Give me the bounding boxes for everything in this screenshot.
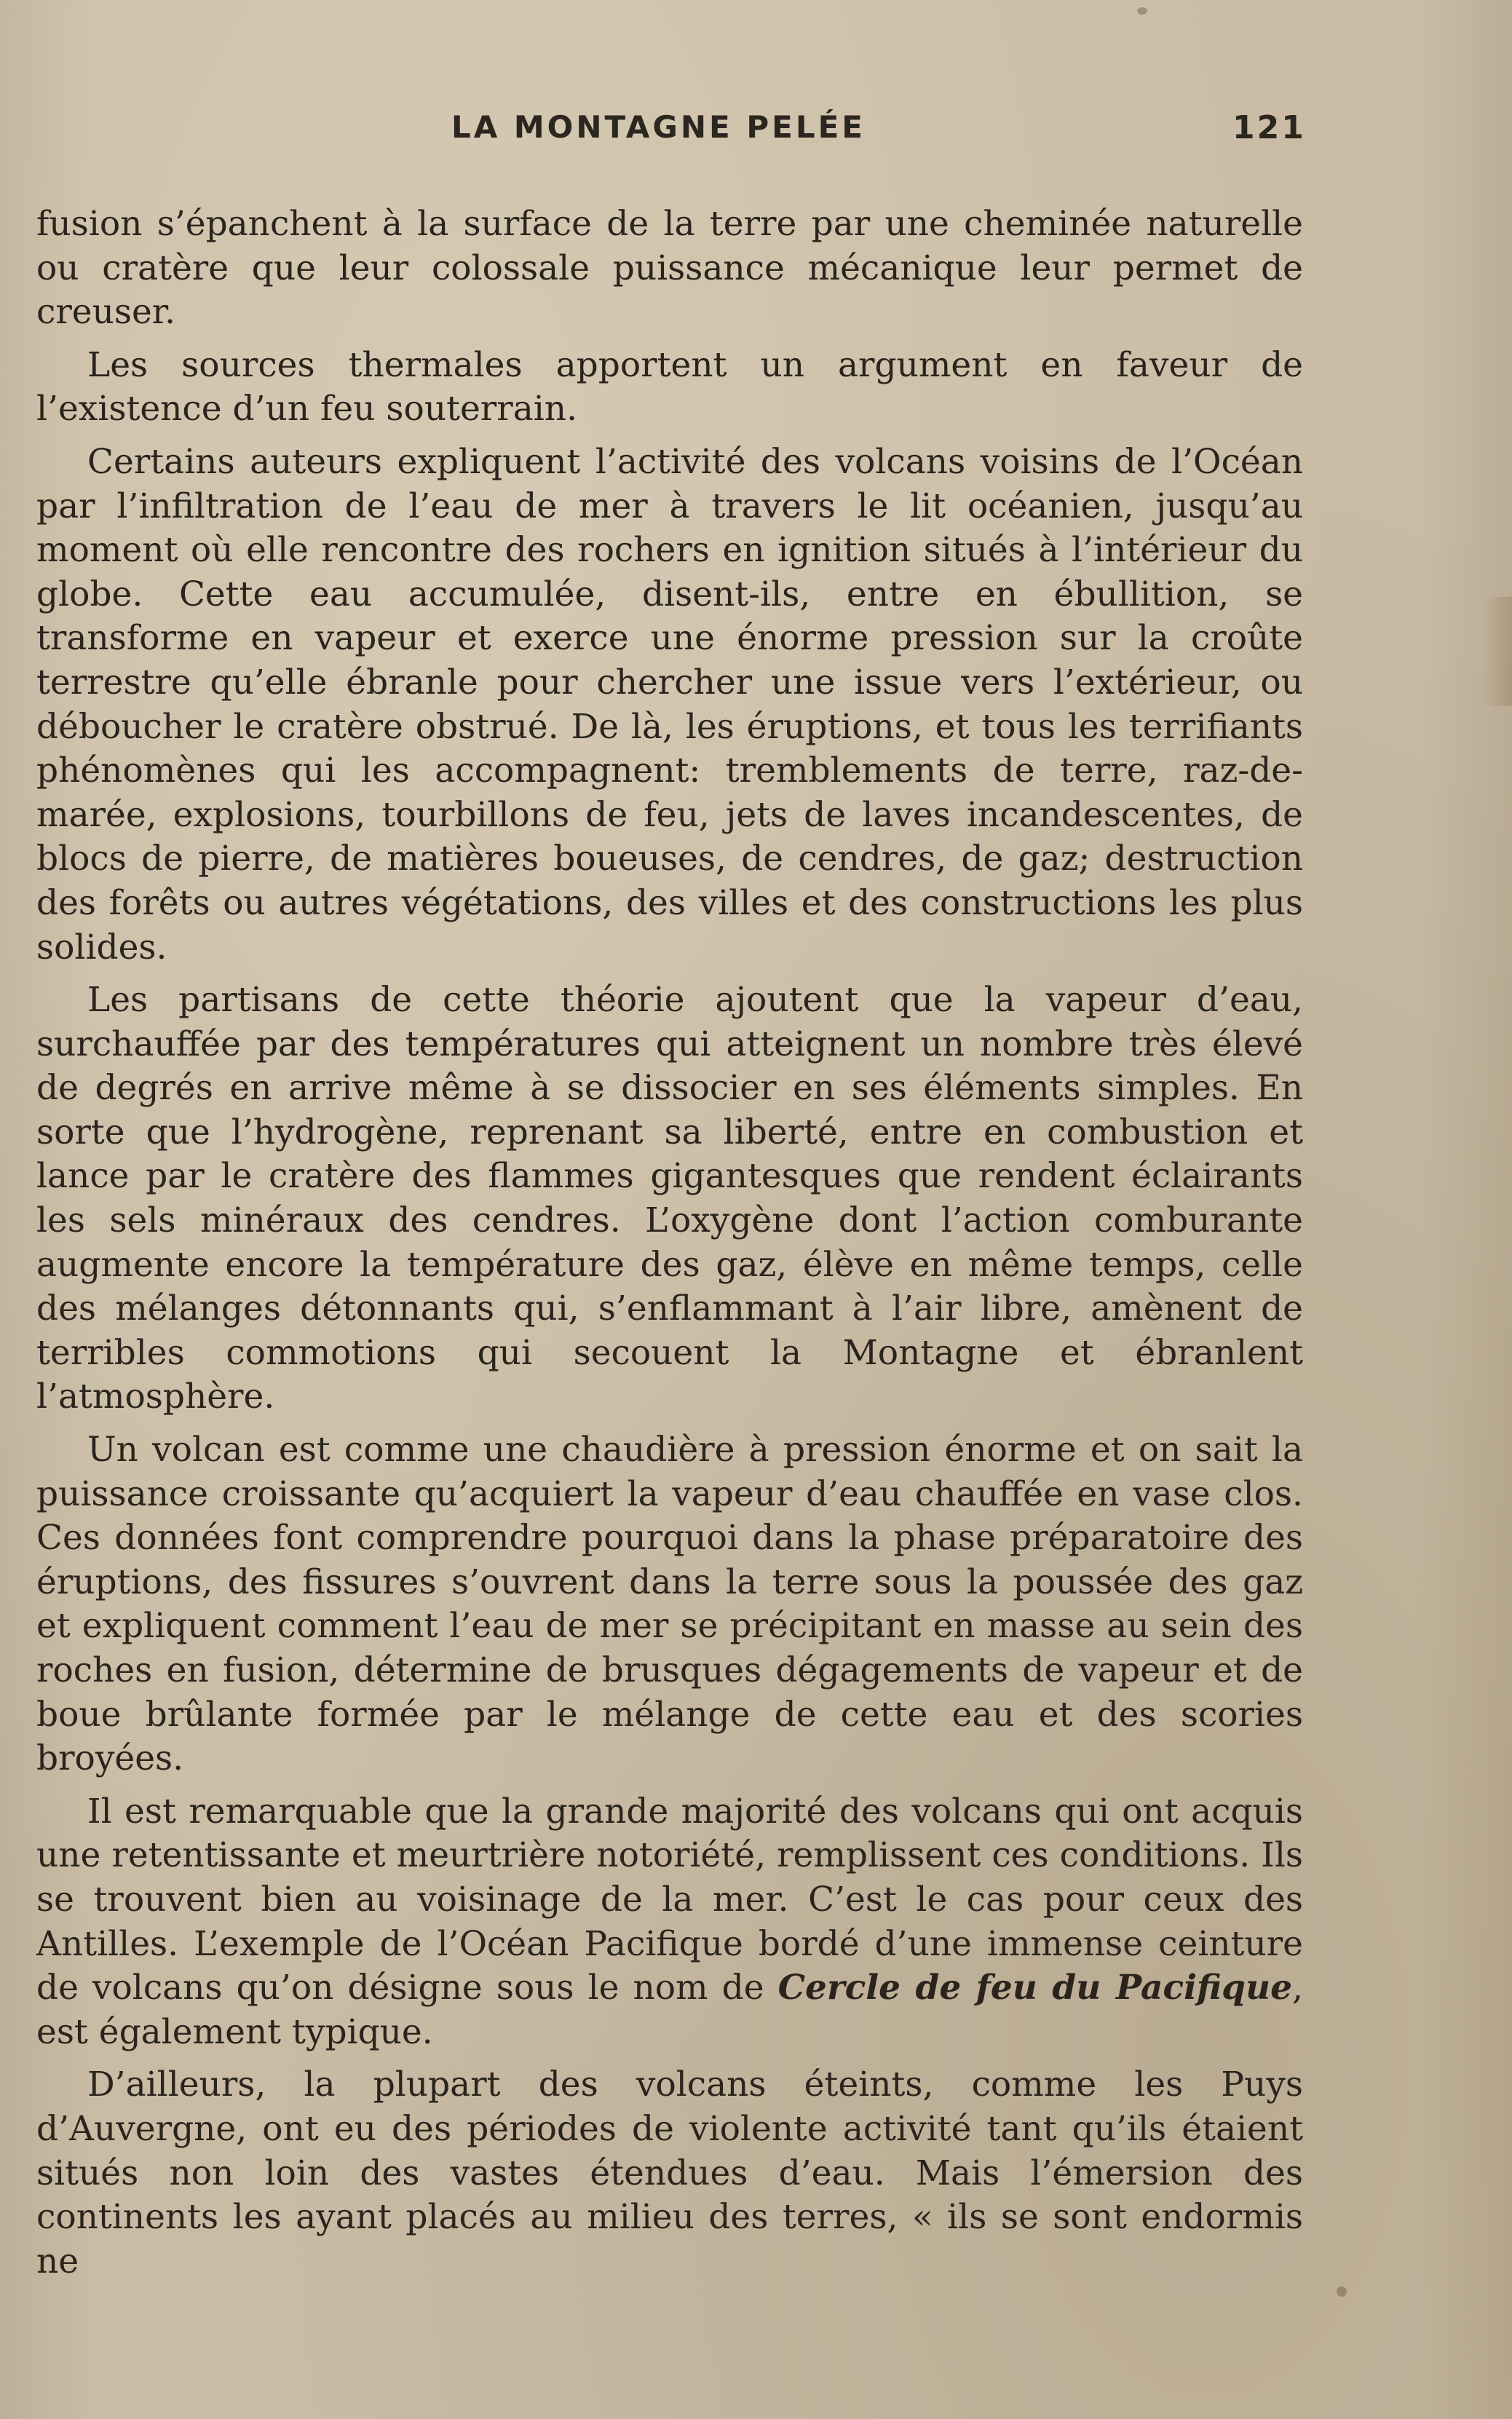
paragraph-6-end: , est également typique. (36, 1968, 1303, 2052)
paragraph-6 (36, 1790, 1303, 2055)
running-title: LA MONTAGNE PELÉE (451, 109, 866, 145)
paper-spot (1337, 2287, 1347, 2297)
paper-spot (1137, 7, 1147, 15)
paragraph-1: fusion s’épanchent à la surface de la terre par une cheminée naturelle ou cratère que leur colossale puissance mécanique leur permet de creuser. (36, 204, 1303, 333)
paragraph-3: Certains auteurs expliquent l’activité des volcans voisins de l’Océan par l’infiltration de l’eau de mer à travers le lit océanien, jusqu’au moment où elle rencontre des rochers en ignition situés à l’intérieur du globe. Cette eau accumulée, disent-ils, entre en ébullition, se transforme en vapeur et exerce une énorme pression sur la croûte terrestre qu’elle ébranle pour chercher une issue vers l’extérieur, ou déboucher le cratère obstrué. De là, les éruptions, et tous les terrifiants phénomènes qui les accompagnent: tremblements de terre, raz-de-marée, explosions, tourbillons de feu, jets de laves incandescentes, de blocs de pierre, de matières boueuses, de cendres, de gaz; destruction des forêts ou autres végétations, des villes et des constructions les plus solides. (36, 441, 1303, 967)
paragraph-6-start: Il est remarquable que la grande majorité des volcans qui ont acquis une retentissante et meurtrière notoriété, remplissent ces conditions. Ils se trouvent bien au voisinage de la mer. C’est le cas pour ceux des Antilles. L’exemple de l’Océan Pacifique bordé d’une immense ceinture de volcans qu’on désigne sous le nom de (36, 1791, 1303, 2008)
paragraph-6-italic: Cercle de feu du Pacifique (777, 1968, 1293, 2008)
page-number: 121 (1232, 109, 1306, 146)
paragraph-4: Les partisans de cette théorie ajoutent que la vapeur d’eau, surchauffée par des températures qui atteignent un nombre très élevé de degrés en arrive même à se dissocier en ses éléments simples. En sorte que l’hydrogène, reprenant sa liberté, entre en combustion et lance par le cratère des flammes gigantesques que rendent éclairants les sels minéraux des cendres. L’oxygène dont l’action comburante augmente encore la température des gaz, élève en même temps, celle des mélanges détonnants qui, s’enflammant à l’air libre, amènent de terribles commotions qui secouent la Montagne et ébranlent l’atmosphère. (36, 980, 1303, 1417)
paragraph-2: Les sources thermales apportent un argument en faveur de l’existence d’un feu souterrain. (36, 344, 1303, 429)
paragraph-5: Un volcan est comme une chaudière à pression énorme et on sait la puissance croissante qu’acquiert la vapeur d’eau chauffée en vase clos. Ces données font comprendre pourquoi dans la phase préparatoire des éruptions, des fissures s’ouvrent dans la terre sous la poussée des gaz et expliquent comment l’eau de mer se précipitant en masse au sein des roches en fusion, détermine de brusques dégagements de vapeur et de boue brûlante formée par le mélange de cette eau et des scories broyées. (36, 1430, 1303, 1779)
paper-edge-stain (1483, 597, 1512, 706)
page-header (0, 109, 1512, 160)
body-text (36, 202, 1303, 2292)
paragraph-7: D’ailleurs, la plupart des volcans éteints, comme les Puys d’Auvergne, ont eu des périodes de violente activité tant qu’ils étaient situés non loin des vastes étendues d’eau. Mais l’émersion des continents les ayant placés au milieu des terres, « ils se sont endormis ne (36, 2064, 1303, 2281)
